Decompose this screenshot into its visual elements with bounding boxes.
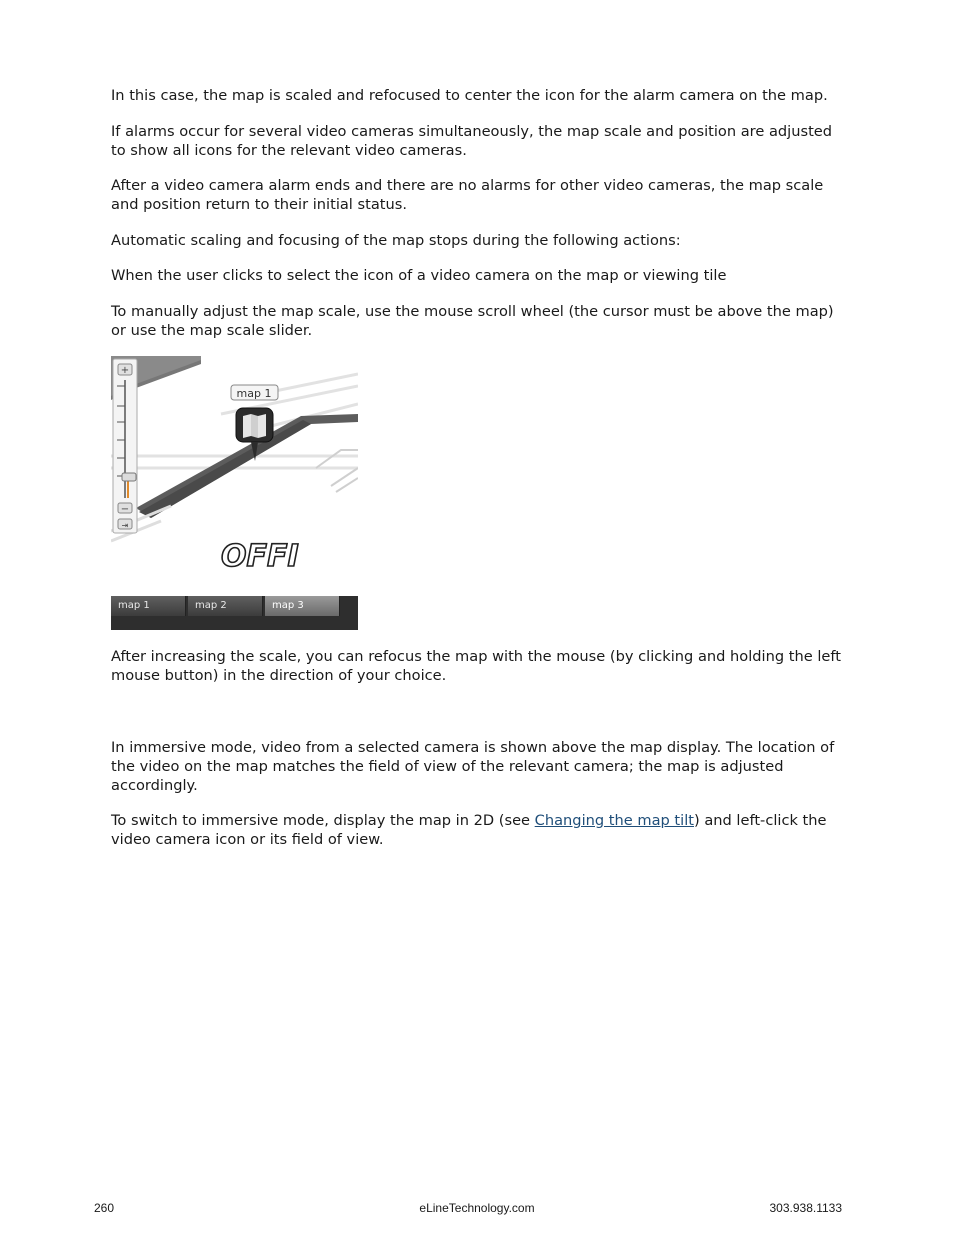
- map-screenshot: [111, 356, 358, 568]
- tab-map-2[interactable]: map 2: [188, 596, 263, 616]
- paragraph-refocus-mouse: After increasing the scale, you can refocus the map with the mouse (by clicking and holding the left mouse button) in the direction of your choice.: [111, 648, 841, 684]
- paragraph-scaling-stops: Automatic scaling and focusing of the map stops during the following actions:: [111, 232, 681, 249]
- map-marker-label: map 1: [236, 387, 272, 400]
- zoom-in-icon: +: [120, 365, 130, 376]
- switch-text-start: To switch to immersive mode, display the map in 2D (see: [111, 812, 535, 829]
- paragraph-alarm-ends: After a video camera alarm ends and there are no alarms for other video cameras, the map scale and position return to their initial status.: [111, 177, 824, 213]
- paragraph-multiple-alarms: If alarms occur for several video cameras simultaneously, the map scale and position are adjusted to show all icons for the relevant video cameras.: [111, 123, 833, 159]
- zoom-handle[interactable]: [122, 473, 136, 481]
- tab-map-1[interactable]: map 1: [111, 596, 186, 616]
- map-marker[interactable]: [231, 385, 278, 461]
- link-changing-map-tilt[interactable]: Changing the map tilt: [534, 812, 694, 829]
- map-view: [111, 356, 358, 568]
- paragraph-switch-immersive: [111, 811, 841, 849]
- page-number: 260: [94, 1201, 115, 1215]
- floor-text: OFFI: [221, 539, 299, 568]
- fit-icon: ⇥: [121, 521, 129, 530]
- footer-site: eLineTechnology.com: [419, 1201, 535, 1215]
- paragraph-manual-scale: To manually adjust the map scale, use the mouse scroll wheel (the cursor must be above the map) or use the map scale slider.: [111, 303, 834, 339]
- map-book-icon: [243, 414, 266, 438]
- paragraph-map-refocus: In this case, the map is scaled and refocused to center the icon for the alarm camera on the map.: [111, 87, 828, 104]
- paragraph-user-click: When the user clicks to select the icon of a video camera on the map or viewing tile: [111, 267, 727, 284]
- zoom-out-icon: −: [120, 504, 130, 515]
- tab-map-3[interactable]: map 3: [265, 596, 340, 616]
- footer-phone: 303.938.1133: [769, 1201, 842, 1215]
- switch-text-end: ) and left-click the video camera icon or its field of view.: [111, 812, 827, 848]
- paragraph-immersive-mode: In immersive mode, video from a selected camera is shown above the map display. The location of the video on the map matches the field of view of the relevant camera; the map is adjusted accordingly.: [111, 739, 835, 794]
- zoom-slider[interactable]: [113, 359, 137, 533]
- map-tab-bar: [111, 596, 358, 630]
